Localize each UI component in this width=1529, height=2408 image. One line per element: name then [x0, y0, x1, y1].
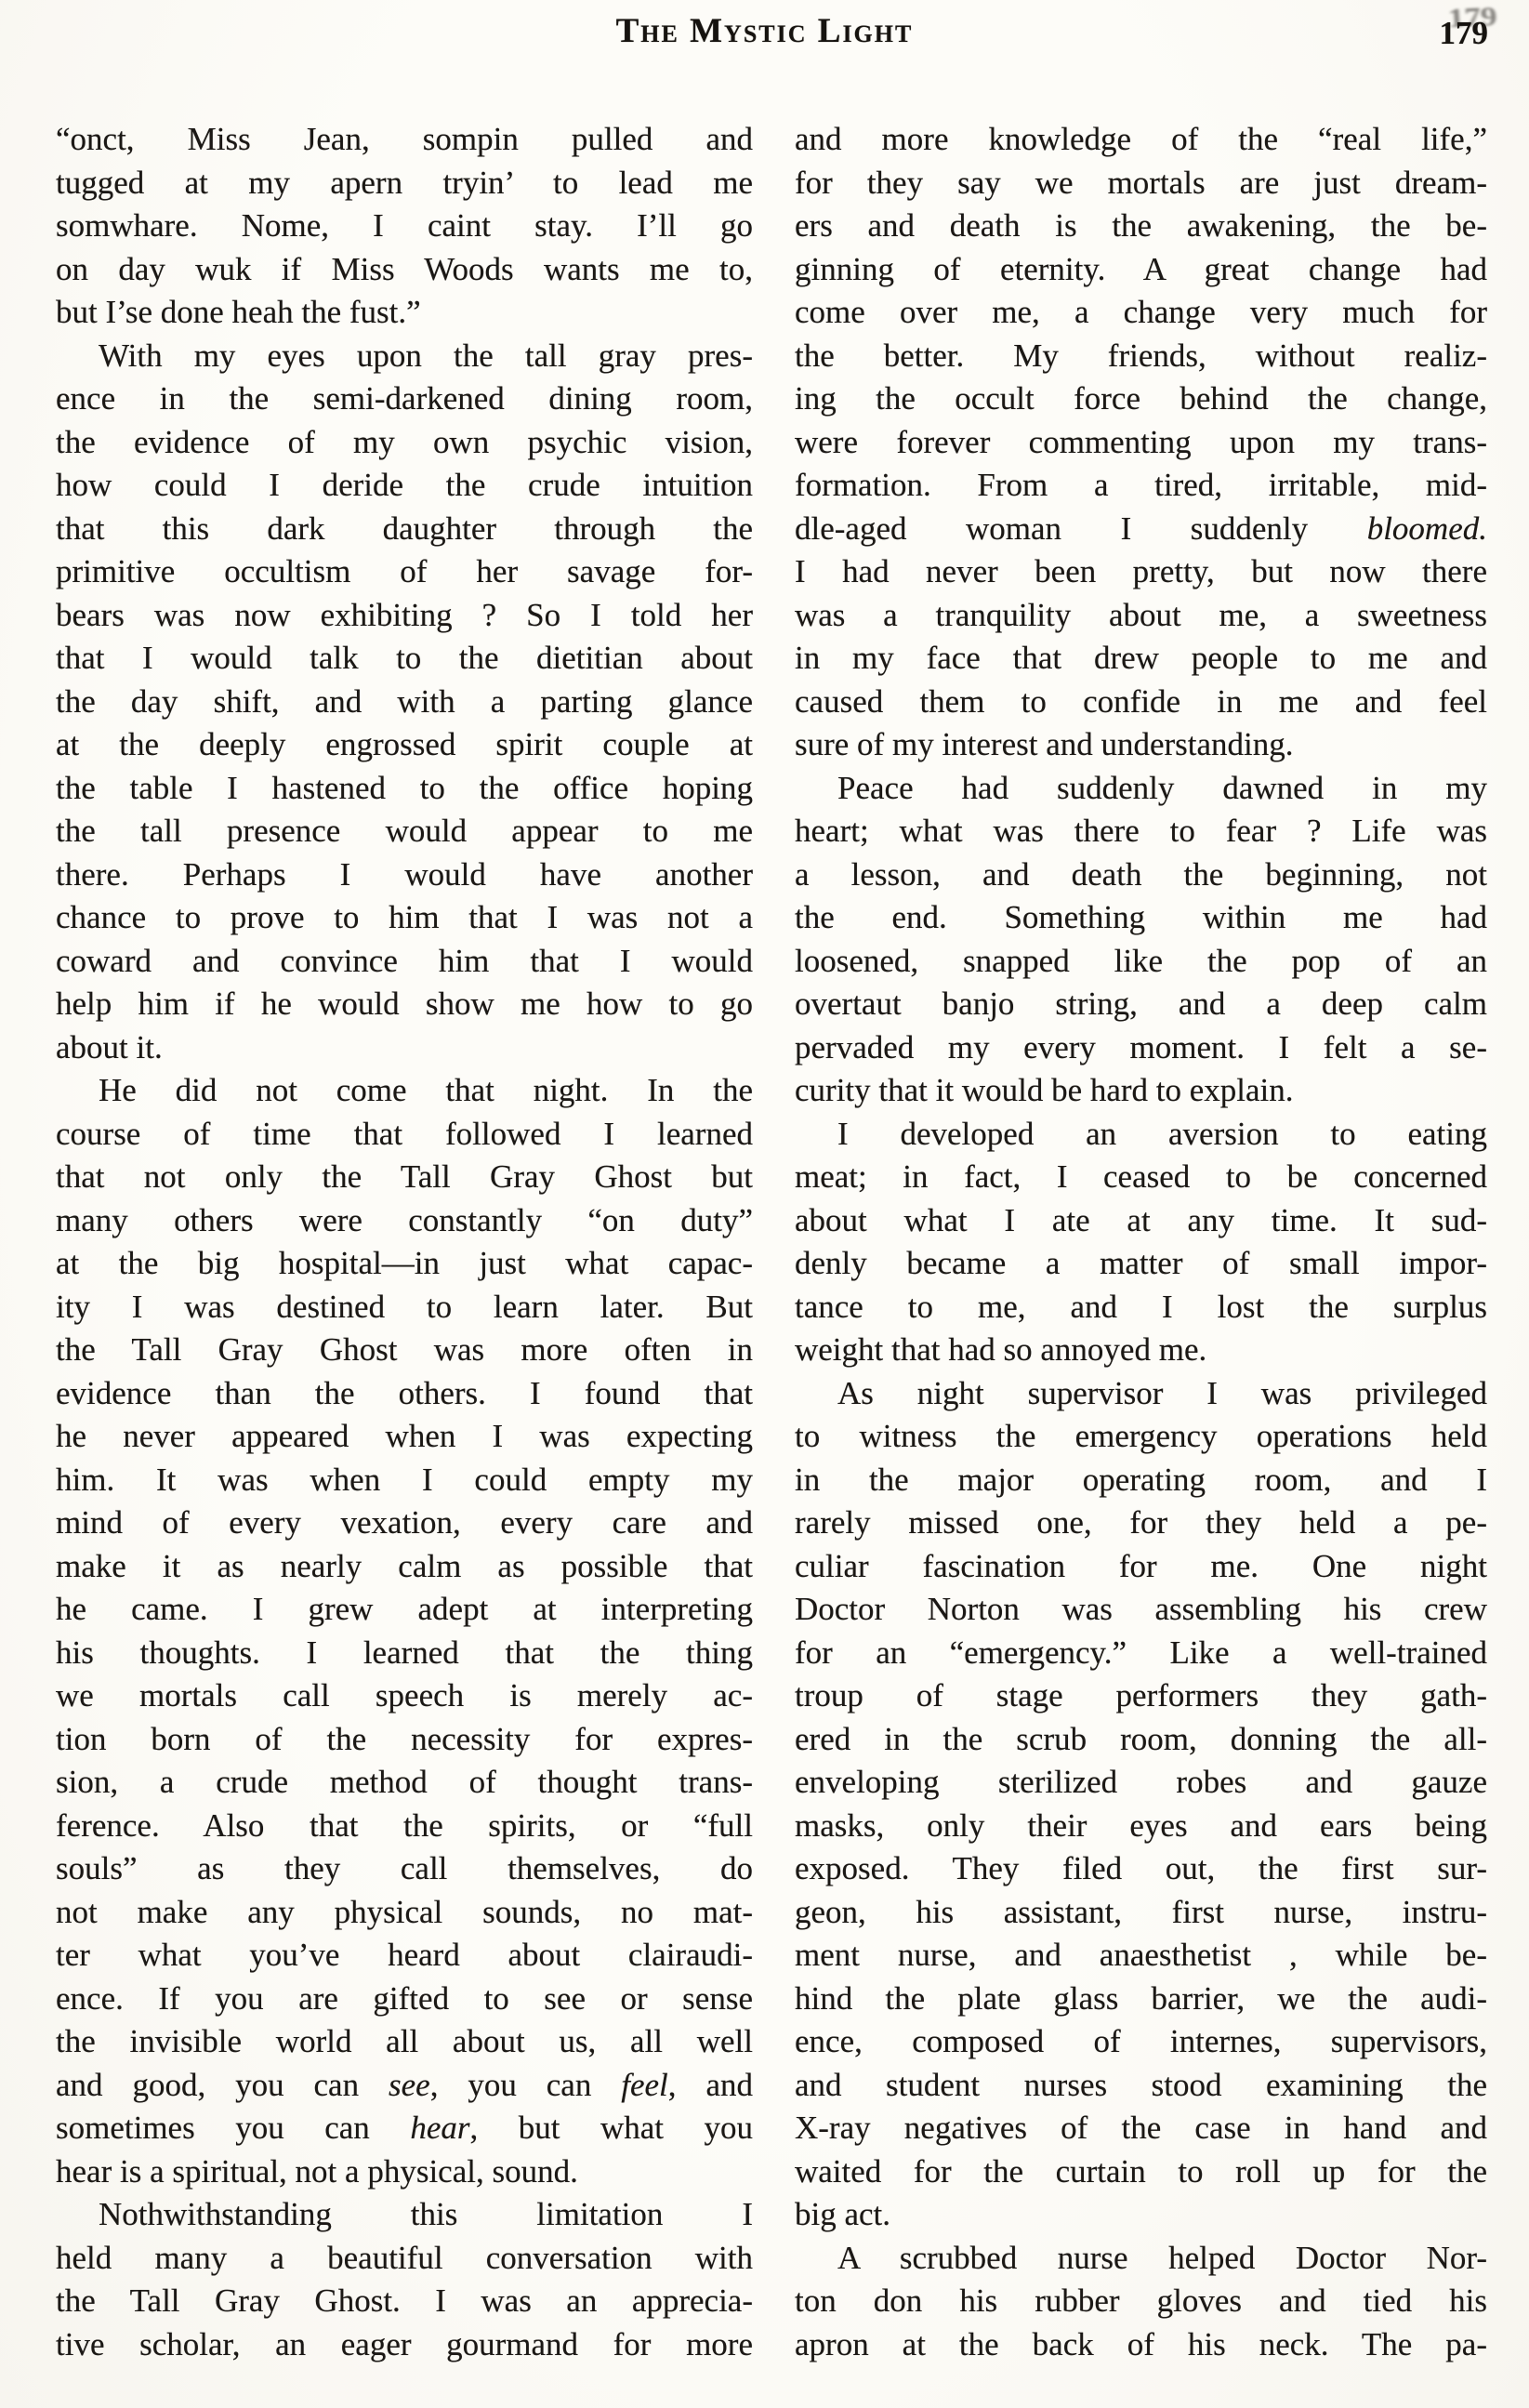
text-line: he never appeared when I was expecting: [56, 1418, 753, 1454]
text-line: tive scholar, an eager gourmand for more: [56, 2325, 753, 2362]
paragraph: [795, 2237, 1487, 2367]
text-line: primitive occultism of her savage for-: [56, 553, 753, 589]
text-line: that I would talk to the dietitian about: [56, 640, 753, 676]
right-text-column: [795, 118, 1487, 2366]
text-line: the evidence of my own psychic vision,: [56, 423, 753, 460]
paragraph: [795, 1113, 1487, 1372]
text-line: ered in the scrub room, donning the all-: [795, 1720, 1487, 1757]
text-line: ers and death is the awakening, the be-: [795, 207, 1487, 244]
text-line: to witness the emergency operations held: [795, 1418, 1487, 1454]
text-line: overtaut banjo string, and a deep calm: [795, 986, 1487, 1022]
text-line: ment nurse, and anaesthetist , while be-: [795, 1937, 1487, 1973]
text-line: the Tall Gray Ghost was more often in: [56, 1331, 753, 1368]
text-line: sion, a crude method of thought trans-: [56, 1764, 753, 1800]
text-line: ence in the semi-darkened dining room,: [56, 380, 753, 417]
text-line: the invisible world all about us, all well: [56, 2023, 753, 2059]
text-line: caused them to confide in me and feel: [795, 682, 1487, 720]
text-line: the tall presence would appear to me: [56, 813, 753, 849]
text-line: pervaded my every moment. I felt a se-: [795, 1028, 1487, 1065]
text-line: curity that it would be hard to explain.: [795, 1072, 1294, 1108]
text-line: he came. I grew adept at interpreting: [56, 1591, 753, 1627]
text-line: not make any physical sounds, no mat-: [56, 1893, 753, 1930]
text-line: Nothwithstanding this limitation I: [99, 2196, 753, 2232]
text-line: how could I deride the crude intuition: [56, 467, 753, 503]
text-line: the Tall Gray Ghost. I was an apprecia-: [56, 2282, 753, 2319]
text-line: troup of stage performers they gath-: [795, 1677, 1487, 1713]
text-line: geon, his assistant, first nurse, instru-: [795, 1893, 1487, 1930]
text-line: the table I hastened to the office hoping: [56, 769, 753, 806]
text-line: Peace had suddenly dawned in my: [837, 769, 1487, 806]
text-line: loosened, snapped like the pop of an: [795, 942, 1487, 979]
text-line: ence. If you are gifted to see or sense: [56, 1979, 753, 2017]
text-line: him. It was when I could empty my: [56, 1461, 753, 1498]
text-line: evidence than the others. I found that: [56, 1374, 753, 1411]
text-line: and student nurses stood examining the: [795, 2066, 1487, 2103]
paragraph: [795, 1372, 1487, 2237]
text-line: As night supervisor I was privileged: [837, 1374, 1487, 1411]
text-line: “onct, Miss Jean, sompin pulled and: [56, 121, 753, 157]
text-line: sometimes you can hear, but what you: [56, 2110, 754, 2146]
text-line: there. Perhaps I would have another: [56, 855, 753, 893]
text-line: waited for the curtain to roll up for the: [795, 2152, 1487, 2190]
text-line: the better. My friends, without realiz-: [795, 337, 1487, 374]
paragraph: [56, 118, 753, 335]
text-line: formation. From a tired, irritable, mid-: [795, 467, 1487, 503]
text-line: come over me, a change very much for: [795, 294, 1487, 330]
text-line: that not only the Tall Gray Ghost but: [56, 1158, 753, 1195]
text-line: culiar fascination for me. One night: [795, 1547, 1487, 1584]
text-line: ginning of eternity. A great change had: [795, 250, 1487, 287]
text-line: a lesson, and death the beginning, not: [795, 855, 1487, 893]
text-line: souls” as they call themselves, do: [56, 1850, 753, 1886]
text-line: tance to me, and I lost the surplus: [795, 1288, 1487, 1325]
text-line: ing the occult force behind the change,: [795, 380, 1487, 417]
text-line: tion born of the necessity for expres-: [56, 1720, 753, 1757]
text-line: course of time that followed I learned: [56, 1115, 753, 1152]
text-line: big act.: [795, 2196, 891, 2232]
text-line: were forever commenting upon my trans-: [795, 423, 1487, 460]
left-text-column: [56, 118, 753, 2366]
text-line: was a tranquility about me, a sweetness: [795, 596, 1487, 633]
paragraph: [56, 335, 753, 1070]
page-number: 179 179: [1440, 15, 1489, 52]
text-line: we mortals call speech is merely ac-: [56, 1677, 753, 1713]
text-line: ton don his rubber gloves and tied his: [795, 2282, 1487, 2319]
text-line: for they say we mortals are just dream-: [795, 164, 1487, 201]
text-line: denly became a matter of small impor-: [795, 1245, 1487, 1281]
text-line: tugged at my apern tryin’ to lead me: [56, 164, 753, 201]
text-line: and more knowledge of the “real life,”: [795, 121, 1487, 157]
text-line: With my eyes upon the tall gray pres-: [99, 337, 753, 374]
text-line: heart; what was there to fear ? Life was: [795, 813, 1487, 849]
text-line: the end. Something within me had: [795, 899, 1487, 935]
text-line: weight that had so annoyed me.: [795, 1331, 1207, 1368]
text-line: apron at the back of his neck. The pa-: [795, 2325, 1487, 2362]
text-line: hear is a spiritual, not a physical, sound.: [56, 2152, 578, 2190]
text-line: somwhare. Nome, I caint stay. I’ll go: [56, 207, 753, 244]
text-line: make it as nearly calm as possible that: [56, 1547, 753, 1584]
text-line: at the deeply engrossed spirit couple at: [56, 726, 753, 762]
text-line: hind the plate glass barrier, we the audi-: [795, 1979, 1487, 2017]
text-line: the day shift, and with a parting glance: [56, 682, 753, 720]
text-line: about it.: [56, 1028, 163, 1065]
text-line: X-ray negatives of the case in hand and: [795, 2110, 1487, 2146]
text-line: I developed an aversion to eating: [837, 1115, 1487, 1152]
text-line: chance to prove to him that I was not a: [56, 899, 753, 935]
text-line: many others were constantly “on duty”: [56, 1201, 753, 1238]
text-line: at the big hospital—in just what capac-: [56, 1245, 753, 1281]
text-line: enveloping sterilized robes and gauze: [795, 1764, 1487, 1800]
text-line: A scrubbed nurse helped Doctor Nor-: [837, 2239, 1487, 2276]
paragraph: [795, 118, 1487, 767]
text-line: meat; in fact, I ceased to be concerned: [795, 1158, 1487, 1195]
text-line: help him if he would show me how to go: [56, 986, 753, 1022]
paragraph: [795, 767, 1487, 1113]
paragraph: [56, 1069, 753, 2193]
text-line: Doctor Norton was assembling his crew: [795, 1591, 1487, 1627]
text-line: in the major operating room, and I: [795, 1461, 1487, 1498]
text-line: sure of my interest and understanding.: [795, 726, 1294, 762]
text-line: on day wuk if Miss Woods wants me to,: [56, 250, 753, 287]
text-line: but I’se done heah the fust.”: [56, 294, 421, 330]
text-line: exposed. They filed out, the first sur-: [795, 1850, 1487, 1886]
text-line: ity I was destined to learn later. But: [56, 1288, 753, 1325]
text-line: and good, you can see, you can feel, and: [56, 2066, 753, 2103]
text-line: his thoughts. I learned that the thing: [56, 1634, 753, 1671]
text-line: in my face that drew people to me and: [795, 640, 1487, 676]
text-line: rarely missed one, for they held a pe-: [795, 1504, 1487, 1541]
text-line: masks, only their eyes and ears being: [795, 1806, 1487, 1844]
text-line: ence, composed of internes, supervisors,: [795, 2023, 1487, 2059]
text-line: about what I ate at any time. It sud-: [795, 1201, 1487, 1238]
paragraph: [56, 2193, 753, 2366]
text-line: bears was now exhibiting ? So I told her: [56, 596, 753, 633]
text-line: I had never been pretty, but now there: [795, 553, 1487, 589]
text-line: ference. Also that the spirits, or “full: [56, 1806, 753, 1844]
text-line: coward and convince him that I would: [56, 942, 753, 979]
page-title: The Mystic Light: [615, 12, 914, 50]
text-line: dle-aged woman I suddenly bloomed.: [795, 509, 1487, 547]
text-line: He did not come that night. In the: [99, 1072, 753, 1108]
text-line: held many a beautiful conversation with: [56, 2239, 753, 2276]
text-line: for an “emergency.” Like a well-trained: [795, 1634, 1487, 1671]
text-line: mind of every vexation, every care and: [56, 1504, 753, 1541]
text-line: that this dark daughter through the: [56, 509, 753, 547]
text-line: ter what you’ve heard about clairaudi-: [56, 1937, 753, 1973]
